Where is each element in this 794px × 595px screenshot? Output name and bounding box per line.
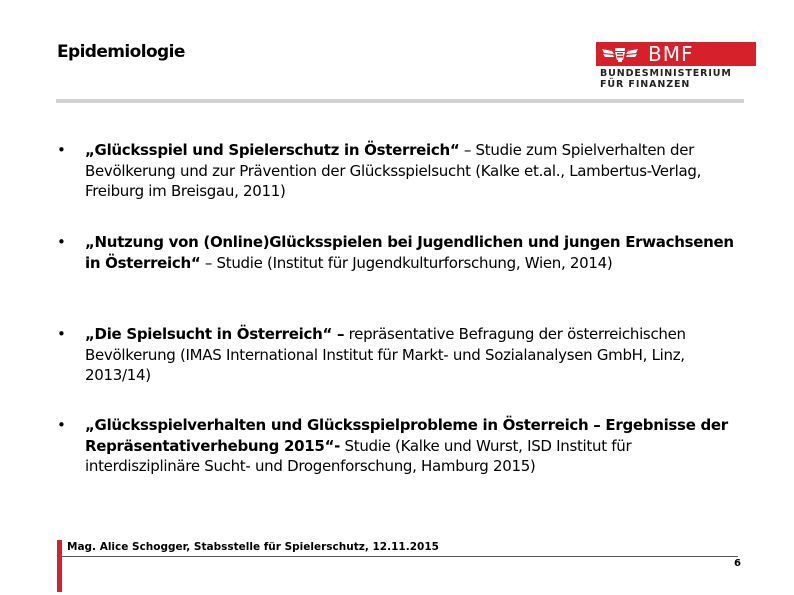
footer-author: Mag. Alice Schogger, Stabsstelle für Spielerschutz, 12.11.2015: [67, 541, 439, 553]
footer-divider: [62, 556, 738, 557]
study-title: „Die Spielsucht in Österreich“ –: [85, 325, 345, 343]
study-title: „Nutzung von (Online)Glücksspielen bei Jugendlichen und jungen Erwachsenen in Österreich“: [85, 233, 734, 272]
study-details: Studie (Kalke und Wurst, ISD Institut für interdisziplinäre Sucht- und Drogenforschung, Hamburg 2015): [85, 436, 632, 475]
study-details: – Studie zum Spielverhalten der Bevölkerung und zur Prävention der Glücksspielsucht (Kalke et.al., Lambertus-Verlag, Freiburg im Breisgau, 2011): [85, 141, 702, 200]
page-title: Epidemiologie: [57, 42, 185, 62]
bullet-icon: •: [57, 416, 66, 434]
logo-subtitle-line2: FÜR FINANZEN: [600, 78, 691, 90]
footer-accent-bar: [57, 540, 62, 592]
list-item-text: [85, 324, 745, 386]
logo-subtitle: [600, 69, 760, 90]
list-item-text: [85, 140, 745, 202]
bmf-logo: [596, 42, 756, 92]
eagle-icon: [600, 45, 640, 63]
list-item-text: [85, 415, 745, 477]
bullet-icon: •: [57, 141, 66, 159]
header-divider: [56, 99, 744, 103]
study-title: „Glücksspielverhalten und Glücksspielprobleme in Österreich – Ergebnisse der Repräsentativerhebung 2015“-: [85, 416, 728, 455]
logo-red-bar: [596, 42, 756, 66]
study-details: – Studie (Institut für Jugendkulturforschung, Wien, 2014): [200, 253, 613, 272]
logo-subtitle-line1: BUNDESMINISTERIUM: [600, 68, 732, 79]
study-details: repräsentative Befragung der österreichischen Bevölkerung (IMAS International Institut für Markt- und Sozialanalysen GmbH, Linz, 2013/14): [85, 325, 686, 384]
list-item-text: [85, 232, 745, 273]
page-number: 6: [734, 558, 741, 569]
logo-wordmark: BMF: [648, 42, 694, 66]
study-title: „Glücksspiel und Spielerschutz in Österreich“: [85, 141, 460, 159]
bullet-icon: •: [57, 233, 66, 251]
bullet-icon: •: [57, 325, 66, 343]
